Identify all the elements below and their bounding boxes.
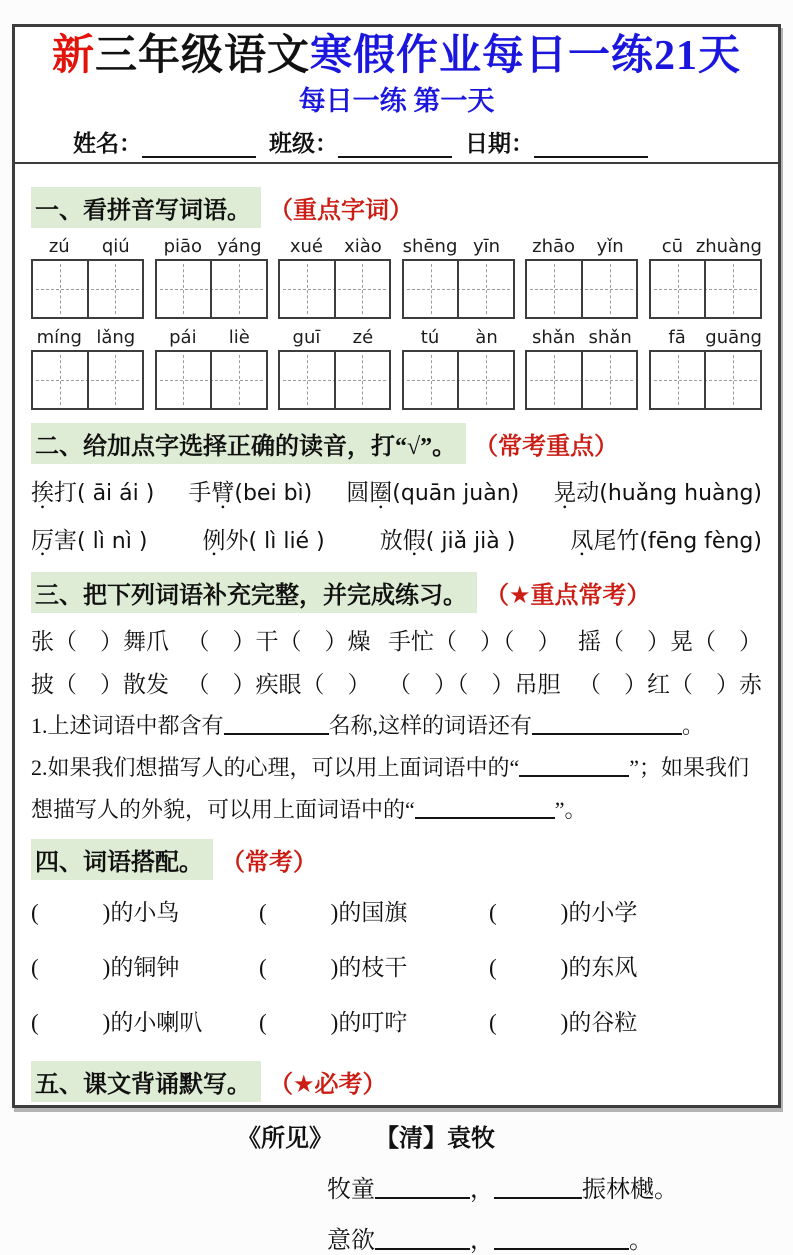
class-blank xyxy=(338,133,452,158)
dotted-char: 假 xyxy=(402,527,426,553)
pinyin-syllable: zú xyxy=(48,236,70,257)
writing-cell xyxy=(704,352,760,408)
worksheet-page xyxy=(12,24,781,1254)
worksheet-header xyxy=(15,27,778,164)
dotted-char: 臂 xyxy=(211,480,235,505)
writing-box xyxy=(31,350,144,410)
writing-box xyxy=(31,259,144,319)
pinyin-options: (fēng fèng) xyxy=(639,528,762,554)
pinyin-syllable: lǎng xyxy=(96,327,136,348)
idiom-row-1 xyxy=(31,623,762,656)
writing-box xyxy=(649,259,762,319)
writing-cell xyxy=(87,352,143,408)
section1-heading: 一、看拼音写词语。 xyxy=(31,187,261,228)
writing-box xyxy=(402,350,515,410)
idiom-item: 摇（ ）晃（ ） xyxy=(578,628,762,654)
writing-cell xyxy=(651,261,705,317)
word-match-item: ( )的小鸟 xyxy=(31,899,180,925)
pinyin-syllable: shǎn xyxy=(532,327,576,348)
pinyin-writing-pair xyxy=(155,236,268,319)
writing-cell xyxy=(280,261,334,317)
pinyin-writing-pair xyxy=(402,327,515,410)
pronunciation-item: 放假( jiǎ jià ) xyxy=(380,524,516,558)
pinyin-syllable: míng xyxy=(36,327,82,348)
writing-cell xyxy=(334,261,390,317)
question-2-line-1: 2.如果我们想描写人的心理，可以用上面词语中的“ ”；如果我们 xyxy=(31,751,762,784)
writing-cell xyxy=(527,261,581,317)
title-part-homework: 寒假作业每日一练21天 xyxy=(310,33,742,79)
pinyin-syllable: àn xyxy=(475,327,498,348)
pinyin-syllable: guī xyxy=(292,327,321,348)
writing-cell xyxy=(457,352,513,408)
section1-heading-row xyxy=(31,187,762,228)
title-part-new: 新 xyxy=(51,33,95,79)
pinyin-syllable: shǎn xyxy=(588,327,632,348)
question-2-line-2: 想描写人的外貌，可以用上面词语中的“ ”。 xyxy=(31,793,762,826)
poem-line-1: 牧童 ， 振林樾。 xyxy=(327,1169,762,1204)
word-match-item: ( )的小学 xyxy=(489,899,638,925)
idiom-item: 手忙（ ）（ ） xyxy=(388,628,561,654)
pinyin-syllable: xué xyxy=(289,236,323,257)
idiom-item: （ ）疾眼（ ） xyxy=(186,671,371,697)
poem-recitation-block xyxy=(31,1118,762,1255)
pronunciation-item: 凤尾竹(fēng fèng) xyxy=(570,524,762,558)
writing-cell xyxy=(651,352,705,408)
pinyin-row-2 xyxy=(31,327,762,410)
pronunciation-row-2 xyxy=(31,524,762,558)
answer-blank xyxy=(494,1223,629,1249)
section2-heading-row xyxy=(31,423,762,464)
idiom-item: 张（ ）舞爪 xyxy=(31,628,169,654)
idiom-item: 披（ ）散发 xyxy=(31,671,169,697)
pinyin-writing-pair xyxy=(155,327,268,410)
answer-blank xyxy=(532,710,682,734)
writing-box xyxy=(649,350,762,410)
worksheet-body xyxy=(15,164,778,1255)
writing-box xyxy=(402,259,515,319)
pinyin-writing-pair xyxy=(31,236,144,319)
section5-heading: 五、课文背诵默写。 xyxy=(31,1061,261,1102)
dotted-char: 晃 xyxy=(553,480,577,505)
writing-cell xyxy=(704,261,760,317)
section3-heading: 三、把下列词语补充完整，并完成练习。 xyxy=(31,572,477,613)
pinyin-syllable: piāo xyxy=(163,236,203,257)
dotted-char: 例 xyxy=(202,527,226,553)
word-match-item: ( )的叮咛 xyxy=(259,1009,408,1035)
student-info-row xyxy=(73,125,778,158)
pinyin-options: (quān juàn) xyxy=(392,481,520,506)
writing-cell xyxy=(33,261,87,317)
word-match-item: ( )的枝干 xyxy=(259,954,408,980)
pinyin-writing-pair xyxy=(278,327,391,410)
poem-line-2: 意欲 ， 。 xyxy=(327,1220,762,1255)
section5-tag: （★必考） xyxy=(269,1071,387,1098)
dotted-char: 凤 xyxy=(570,527,594,553)
pronunciation-item: 晃动(huǎng huàng) xyxy=(553,476,762,510)
answer-blank xyxy=(375,1223,470,1249)
writing-cell xyxy=(457,261,513,317)
pronunciation-row-1 xyxy=(31,476,762,510)
pinyin-syllable: zhāo xyxy=(532,236,576,257)
pinyin-options: (huǎng huàng) xyxy=(599,481,762,506)
name-blank xyxy=(142,133,256,158)
answer-blank xyxy=(375,1172,470,1198)
word-match-item: ( )的东风 xyxy=(489,954,638,980)
pinyin-options: (bei bì) xyxy=(234,481,313,506)
writing-cell xyxy=(404,261,458,317)
idiom-row-2 xyxy=(31,666,762,699)
pinyin-options: ( lì lié ) xyxy=(248,528,325,554)
writing-box xyxy=(278,259,391,319)
writing-box xyxy=(525,350,638,410)
word-match-grid xyxy=(31,894,762,1037)
word-match-item: ( )的铜钟 xyxy=(31,954,180,980)
section2-tag: （常考重点） xyxy=(474,434,619,460)
pronunciation-item: 挨打( āi ái ) xyxy=(31,476,154,510)
pinyin-syllable: pái xyxy=(169,327,197,348)
pinyin-row-1 xyxy=(31,236,762,319)
writing-box xyxy=(155,259,268,319)
pronunciation-item: 例外( lì lié ) xyxy=(203,524,325,558)
pinyin-writing-pair xyxy=(525,327,638,410)
pinyin-syllable: yáng xyxy=(217,236,262,257)
dotted-char: 挨 xyxy=(31,480,54,505)
section4-heading: 四、词语搭配。 xyxy=(31,839,213,880)
writing-cell xyxy=(581,261,637,317)
writing-box xyxy=(278,350,391,410)
pinyin-writing-pair xyxy=(278,236,391,319)
section4-heading-row xyxy=(31,839,762,880)
pinyin-syllable: zhuàng xyxy=(695,236,762,257)
section1-tag: （重点字词） xyxy=(269,198,413,224)
section3-tag: （★重点常考） xyxy=(485,582,651,609)
pinyin-writing-pair xyxy=(649,327,762,410)
pinyin-syllable: liè xyxy=(228,327,250,348)
idiom-item: （ ）（ ）吊胆 xyxy=(388,671,561,697)
idiom-item: （ ）干（ ）燥 xyxy=(186,628,371,654)
section2-heading: 二、给加点字选择正确的读音，打“√”。 xyxy=(31,423,466,464)
date-label: 日期： xyxy=(465,131,534,157)
pinyin-syllable: zé xyxy=(352,327,374,348)
writing-box xyxy=(155,350,268,410)
answer-blank xyxy=(224,710,329,734)
title-part-grade: 三年级语文 xyxy=(94,33,310,79)
pinyin-syllable: qiú xyxy=(101,236,130,257)
writing-cell xyxy=(33,352,87,408)
poem-author: 【清】袁牧 xyxy=(375,1125,495,1152)
writing-cell xyxy=(87,261,143,317)
pronunciation-item: 圆圈(quān juàn) xyxy=(346,476,519,510)
pinyin-syllable: xiào xyxy=(344,236,382,257)
page-title xyxy=(15,34,778,79)
pinyin-writing-pair xyxy=(31,327,144,410)
writing-cell xyxy=(210,261,266,317)
answer-blank xyxy=(415,794,555,818)
word-match-item: ( )的国旗 xyxy=(259,899,408,925)
writing-box xyxy=(525,259,638,319)
answer-blank xyxy=(519,752,629,776)
writing-cell xyxy=(157,261,211,317)
answer-blank xyxy=(494,1172,582,1198)
poem-title: 《所见》 xyxy=(237,1125,333,1152)
pinyin-syllable: guāng xyxy=(705,327,762,348)
pinyin-options: ( jiǎ jià ) xyxy=(425,528,516,554)
pinyin-syllable: fā xyxy=(668,327,686,348)
poem-title-line xyxy=(237,1118,762,1153)
pinyin-syllable: yīn xyxy=(473,236,501,257)
section3-heading-row xyxy=(31,572,762,613)
pinyin-writing-pair xyxy=(525,236,638,319)
pinyin-options: ( āi ái ) xyxy=(77,481,155,506)
section5-heading-row xyxy=(31,1061,762,1102)
writing-cell xyxy=(581,352,637,408)
idiom-item: （ ）红（ ）赤 xyxy=(578,671,762,697)
page-subtitle: 每日一练 第一天 xyxy=(298,86,495,117)
word-match-item: ( )的小喇叭 xyxy=(31,1009,203,1035)
pinyin-syllable: cū xyxy=(661,236,684,257)
pinyin-writing-pair xyxy=(649,236,762,319)
class-label: 班级： xyxy=(269,131,338,157)
question-1: 1.上述词语中都含有 名称,这样的词语还有 。 xyxy=(31,709,762,742)
date-blank xyxy=(534,133,648,158)
writing-cell xyxy=(527,352,581,408)
pronunciation-item: 厉害( lì nì ) xyxy=(31,524,147,558)
section4-tag: （常考） xyxy=(221,849,317,876)
writing-cell xyxy=(157,352,211,408)
pinyin-writing-pair xyxy=(402,236,515,319)
writing-cell xyxy=(404,352,458,408)
name-label: 姓名： xyxy=(73,131,142,157)
pinyin-options: ( lì nì ) xyxy=(77,528,148,554)
pinyin-syllable: yǐn xyxy=(596,236,624,257)
dotted-char: 厉 xyxy=(31,527,54,553)
dotted-char: 圈 xyxy=(369,480,393,505)
word-match-item: ( )的谷粒 xyxy=(489,1009,638,1035)
writing-cell xyxy=(334,352,390,408)
writing-cell xyxy=(210,352,266,408)
pinyin-syllable: shēng xyxy=(402,236,458,257)
pinyin-syllable: tú xyxy=(420,327,440,348)
pronunciation-item: 手臂(bei bì) xyxy=(188,476,312,510)
writing-cell xyxy=(280,352,334,408)
